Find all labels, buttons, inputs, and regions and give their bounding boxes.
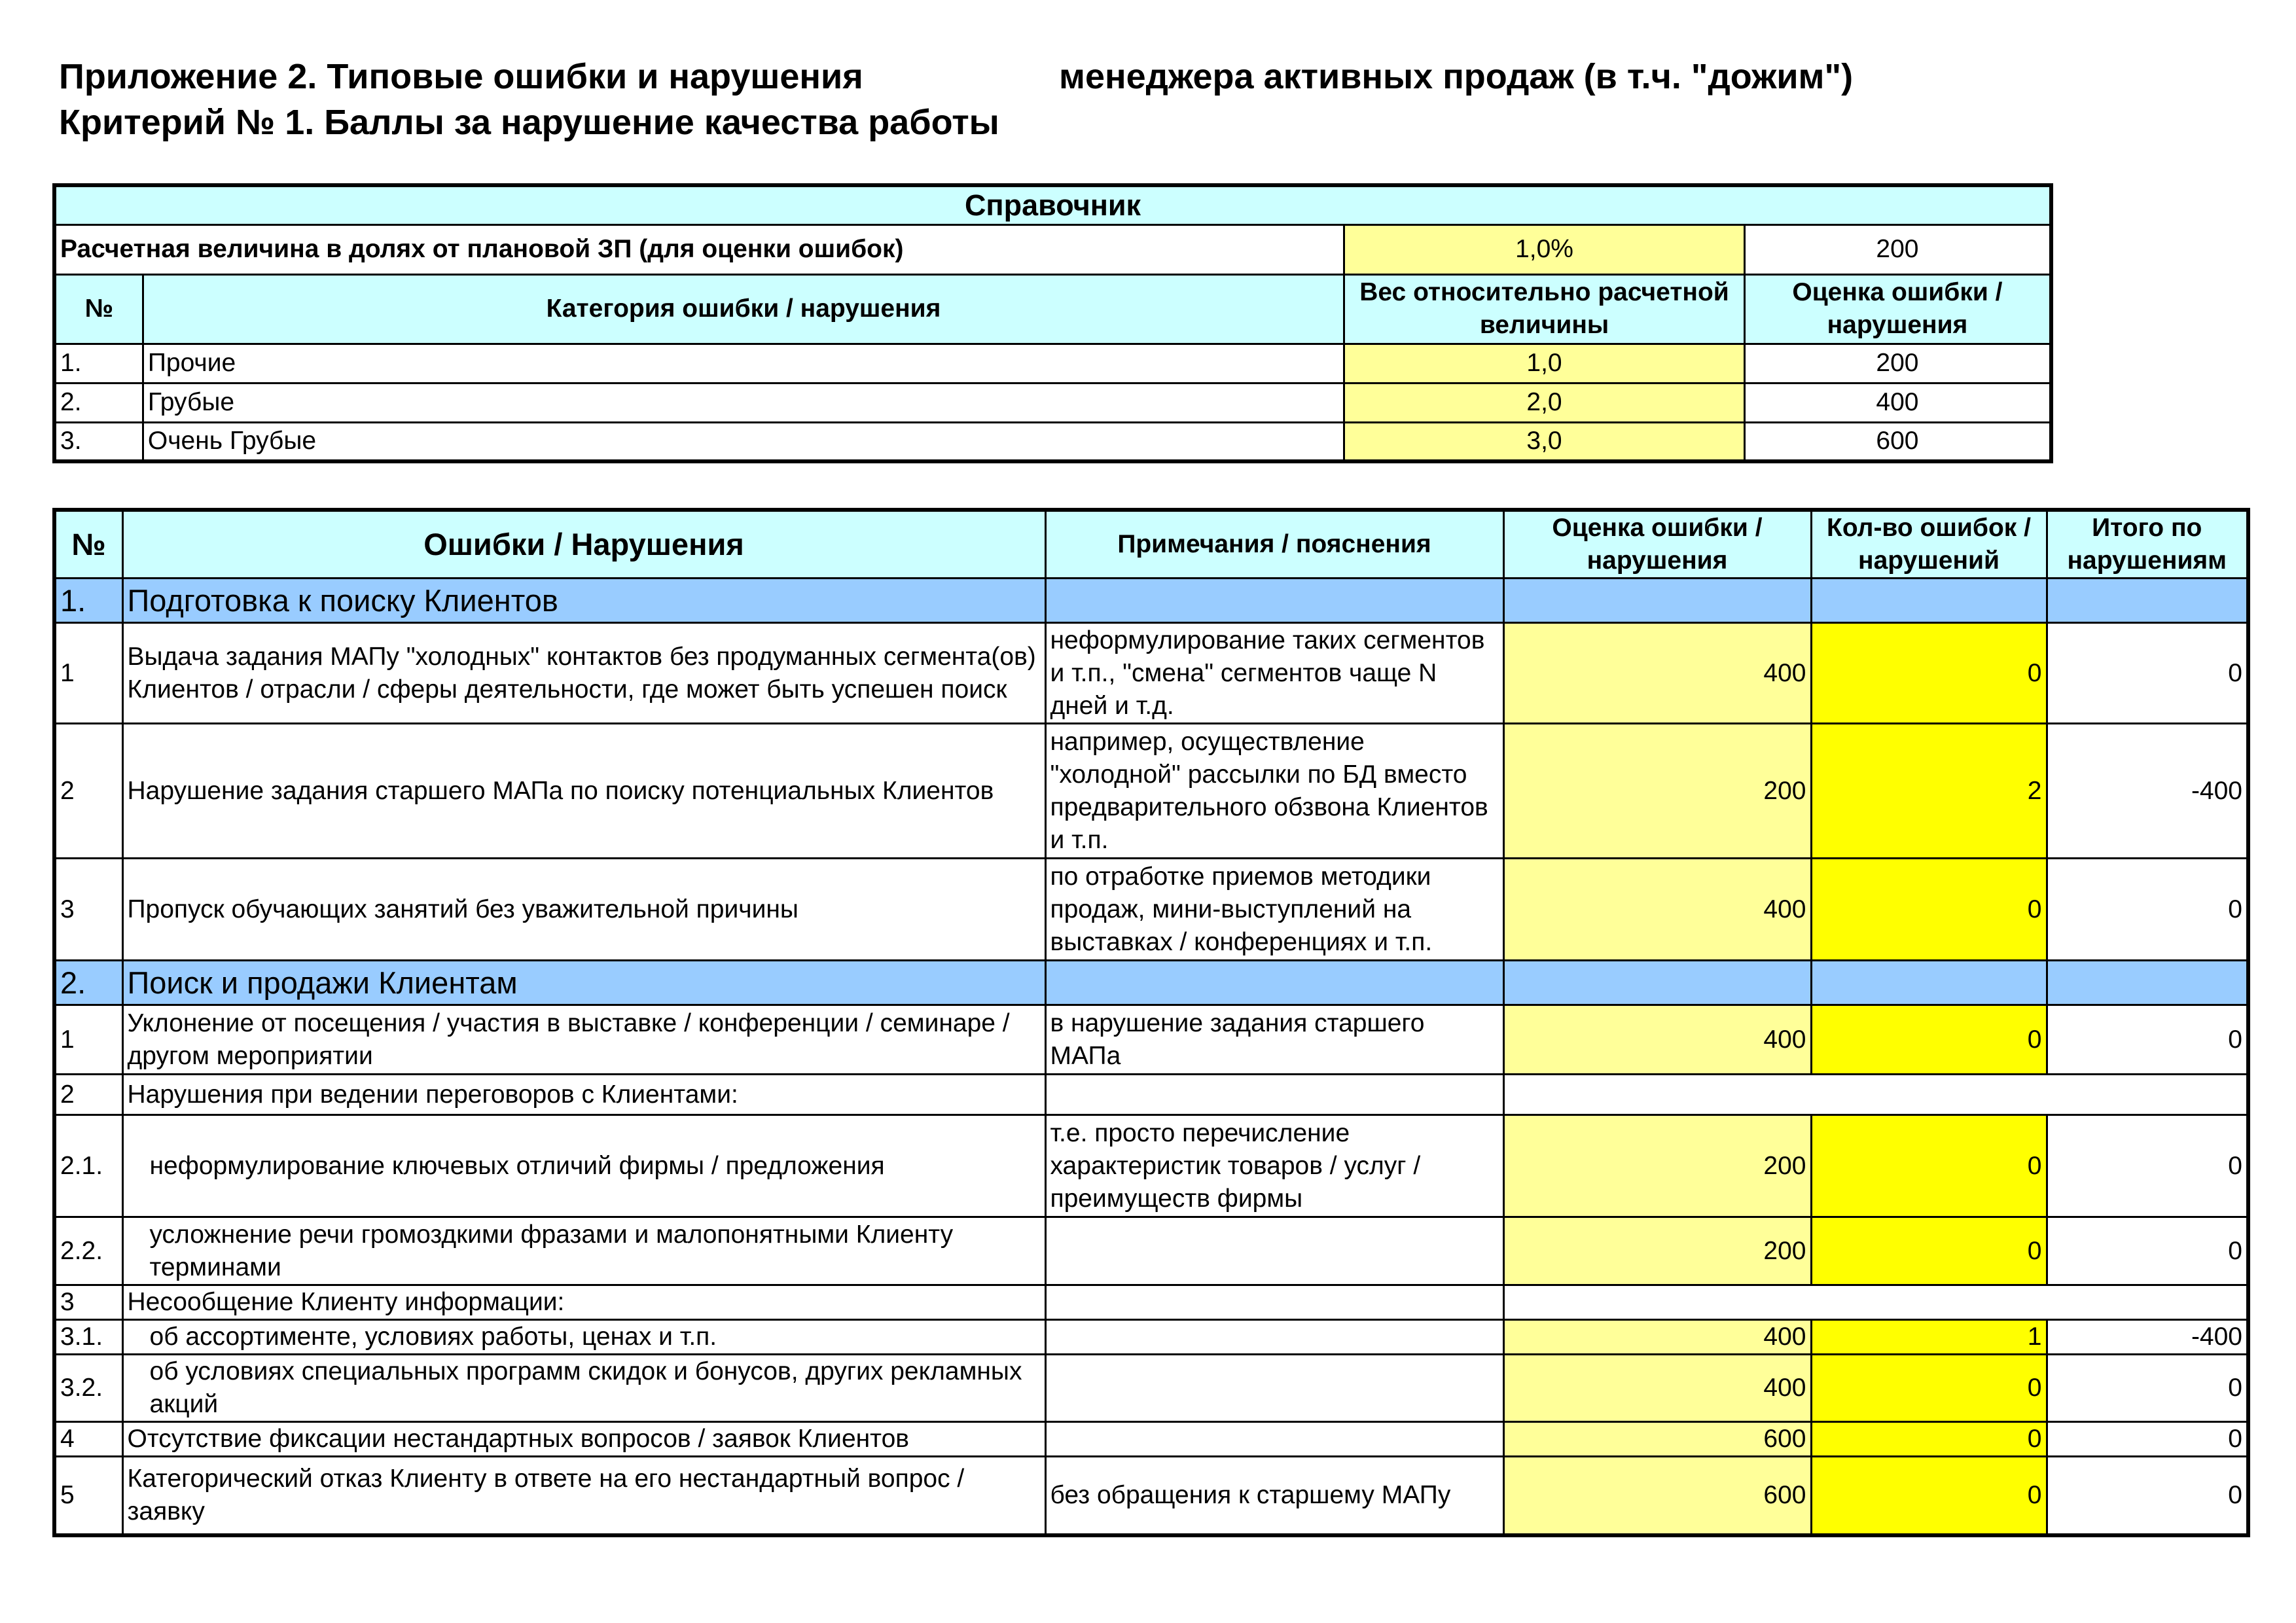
table-row (54, 859, 2248, 961)
row-no: 1 (54, 623, 122, 724)
table-row (54, 1355, 2248, 1422)
row-note (1045, 1217, 1503, 1285)
row-total: 0 (2047, 1422, 2248, 1457)
row-no: 2.1. (54, 1115, 122, 1217)
row-score: 400 (1503, 623, 1811, 724)
row-total: 0 (2047, 1217, 2248, 1285)
row-no: 4 (54, 1422, 122, 1457)
row-score: 600 (1503, 1422, 1811, 1457)
section-empty-cell (1045, 579, 1503, 623)
section-empty-cell (1503, 961, 1811, 1005)
calc-percent-cell[interactable]: 1,0% (1344, 224, 1745, 274)
ref-row-weight[interactable]: 1,0 (1344, 344, 1745, 383)
row-error-text: усложнение речи громоздкими фразами и малопонятными Клиенту терминами (122, 1217, 1045, 1285)
row-error-text: неформулирование ключевых отличий фирмы / предложения (122, 1115, 1045, 1217)
row-error-text: Уклонение от посещения / участия в выставке / конференции / семинаре / другом мероприятии (122, 1005, 1045, 1075)
row-note (1045, 1075, 1503, 1115)
row-no: 2 (54, 724, 122, 859)
ref-col-category: Категория ошибки / нарушения (143, 274, 1344, 344)
ref-row-score: 200 (1744, 344, 2051, 383)
ref-col-score: Оценка ошибки / нарушения (1744, 274, 2051, 344)
reference-rows (54, 344, 2051, 461)
row-total: 0 (2047, 859, 2248, 961)
calc-label: Расчетная величина в долях от плановой ЗП (для оценки ошибок) (54, 224, 1344, 274)
page-title-line1: Приложение 2. Типовые ошибки и нарушения (59, 57, 863, 96)
row-score: 600 (1503, 1457, 1811, 1535)
table-row (54, 1457, 2248, 1535)
section-empty-cell (2047, 961, 2248, 1005)
section-empty-cell (1045, 961, 1503, 1005)
row-note (1045, 1355, 1503, 1422)
row-no: 2.2. (54, 1217, 122, 1285)
section-row (54, 579, 2248, 623)
row-count-input[interactable]: 0 (1811, 859, 2047, 961)
table-row (54, 623, 2248, 724)
row-score: 400 (1503, 1005, 1811, 1075)
page-title-line1-continued: менеджера активных продаж (в т.ч. "дожим") (1059, 57, 1854, 96)
row-count-input[interactable]: 0 (1811, 1005, 2047, 1075)
row-count-input[interactable]: 2 (1811, 724, 2047, 859)
row-no: 3 (54, 1285, 122, 1320)
section-row (54, 961, 2248, 1005)
reference-heading: Справочник (54, 185, 2051, 224)
row-note: в нарушение задания старшего МАПа (1045, 1005, 1503, 1075)
main-col-error: Ошибки / Нарушения (122, 510, 1045, 579)
reference-row (54, 383, 2051, 422)
row-note: т.е. просто перечисление характеристик товаров / услуг / преимуществ фирмы (1045, 1115, 1503, 1217)
row-score: 400 (1503, 859, 1811, 961)
row-score: 200 (1503, 1217, 1811, 1285)
table-row (54, 724, 2248, 859)
section-no: 2. (54, 961, 122, 1005)
row-total: 0 (2047, 623, 2248, 724)
row-total: 0 (2047, 1355, 2248, 1422)
row-note (1045, 1422, 1503, 1457)
ref-col-no: № (54, 274, 143, 344)
row-no: 3.1. (54, 1320, 122, 1355)
section-empty-cell (1503, 579, 1811, 623)
section-no: 1. (54, 579, 122, 623)
row-no: 1 (54, 1005, 122, 1075)
main-col-count: Кол-во ошибок / нарушений (1811, 510, 2047, 579)
ref-row-no: 1. (54, 344, 143, 383)
row-note (1045, 1320, 1503, 1355)
table-row (54, 1005, 2248, 1075)
reference-table (52, 183, 2053, 463)
ref-row-category: Очень Грубые (143, 422, 1344, 461)
row-empty-cell (1503, 1285, 2248, 1320)
section-empty-cell (2047, 579, 2248, 623)
row-empty-cell (1503, 1075, 2248, 1115)
row-score: 200 (1503, 1115, 1811, 1217)
page-subtitle: Критерий № 1. Баллы за нарушение качества работы (59, 103, 999, 142)
row-error-text: Нарушения при ведении переговоров с Клиентами: (122, 1075, 1045, 1115)
section-title: Поиск и продажи Клиентам (122, 961, 1045, 1005)
row-error-text: Выдача задания МАПу "холодных" контактов без продуманных сегмента(ов) Клиентов / отрасли / сферы деятельности, где может быть успешен поиск (122, 623, 1045, 724)
row-score: 400 (1503, 1320, 1811, 1355)
ref-row-weight[interactable]: 2,0 (1344, 383, 1745, 422)
errors-rows (54, 579, 2248, 1535)
row-count-input[interactable]: 1 (1811, 1320, 2047, 1355)
errors-table (52, 508, 2250, 1537)
row-no: 2 (54, 1075, 122, 1115)
row-total: -400 (2047, 1320, 2248, 1355)
section-empty-cell (1811, 579, 2047, 623)
section-title: Подготовка к поиску Клиентов (122, 579, 1045, 623)
row-count-input[interactable]: 0 (1811, 623, 2047, 724)
section-empty-cell (1811, 961, 2047, 1005)
main-col-total: Итого по нарушениям (2047, 510, 2248, 579)
row-no: 5 (54, 1457, 122, 1535)
ref-row-category: Грубые (143, 383, 1344, 422)
table-row (54, 1320, 2248, 1355)
row-total: -400 (2047, 724, 2248, 859)
table-row (54, 1285, 2248, 1320)
ref-row-score: 400 (1744, 383, 2051, 422)
row-error-text: Отсутствие фиксации нестандартных вопросов / заявок Клиентов (122, 1422, 1045, 1457)
ref-row-category: Прочие (143, 344, 1344, 383)
row-note (1045, 1285, 1503, 1320)
reference-row (54, 344, 2051, 383)
row-total: 0 (2047, 1457, 2248, 1535)
ref-row-no: 3. (54, 422, 143, 461)
calc-value-cell: 200 (1744, 224, 2051, 274)
row-error-text: об ассортименте, условиях работы, ценах и т.п. (122, 1320, 1045, 1355)
row-score: 400 (1503, 1355, 1811, 1422)
table-row (54, 1217, 2248, 1285)
row-error-text: Несообщение Клиенту информации: (122, 1285, 1045, 1320)
main-col-score: Оценка ошибки / нарушения (1503, 510, 1811, 579)
row-error-text: Нарушение задания старшего МАПа по поиску потенциальных Клиентов (122, 724, 1045, 859)
row-note: неформулирование таких сегментов и т.п., "смена" сегментов чаще N дней и т.д. (1045, 623, 1503, 724)
row-count-input[interactable]: 0 (1811, 1115, 2047, 1217)
ref-col-weight: Вес относительно расчетной величины (1344, 274, 1745, 344)
ref-row-weight[interactable]: 3,0 (1344, 422, 1745, 461)
ref-row-no: 2. (54, 383, 143, 422)
row-count-input[interactable]: 0 (1811, 1457, 2047, 1535)
row-no: 3.2. (54, 1355, 122, 1422)
row-note: без обращения к старшему МАПу (1045, 1457, 1503, 1535)
table-row (54, 1422, 2248, 1457)
ref-row-score: 600 (1744, 422, 2051, 461)
row-count-input[interactable]: 0 (1811, 1217, 2047, 1285)
row-error-text: Пропуск обучающих занятий без уважительной причины (122, 859, 1045, 961)
main-col-note: Примечания / пояснения (1045, 510, 1503, 579)
row-count-input[interactable]: 0 (1811, 1422, 2047, 1457)
row-note: по отработке приемов методики продаж, мини-выступлений на выставках / конференциях и т.п. (1045, 859, 1503, 961)
table-row (54, 1115, 2248, 1217)
row-count-input[interactable]: 0 (1811, 1355, 2047, 1422)
main-col-no: № (54, 510, 122, 579)
row-total: 0 (2047, 1005, 2248, 1075)
row-error-text: об условиях специальных программ скидок и бонусов, других рекламных акций (122, 1355, 1045, 1422)
row-no: 3 (54, 859, 122, 961)
row-total: 0 (2047, 1115, 2248, 1217)
row-error-text: Категорический отказ Клиенту в ответе на его нестандартный вопрос / заявку (122, 1457, 1045, 1535)
table-row (54, 1075, 2248, 1115)
row-note: например, осуществление "холодной" рассылки по БД вместо предварительного обзвона Клиентов и т.п. (1045, 724, 1503, 859)
row-score: 200 (1503, 724, 1811, 859)
reference-row (54, 422, 2051, 461)
